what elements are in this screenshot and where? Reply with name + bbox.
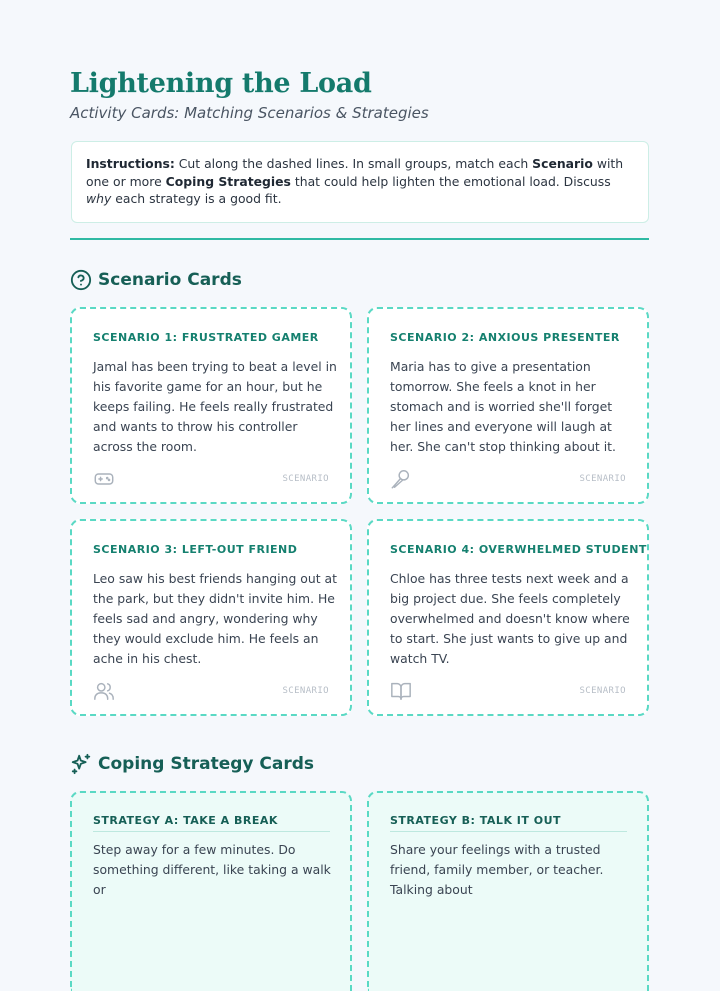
microphone-icon (390, 468, 412, 490)
book-open-icon (390, 680, 412, 702)
instructions-strategies-word: Coping Strategies (165, 173, 291, 189)
gamepad-icon (93, 468, 115, 490)
scenario-card-text: Maria has to give a presentation tomorrow. She feels a knot in her stomach and is worried she'll forget her lines and everyone will laugh at her. She can't stop thinking about it. (390, 359, 616, 454)
scenario-card-text: Chloe has three tests next week and a big project due. She feels completely overwhelmed and doesn't know where to start. She just wants to give up and watch TV. (390, 571, 630, 666)
strategy-card-a (70, 791, 352, 991)
instructions-scenario-word: Scenario (532, 156, 593, 171)
strategy-card-title: STRATEGY B: TALK IT OUT (390, 814, 562, 827)
strategy-card-text: Step away for a few minutes. Do something different, like taking a walk or (93, 842, 331, 897)
scenario-tag: SCENARIO (282, 474, 329, 484)
scenario-tag: SCENARIO (579, 474, 626, 484)
strategy-card-text: Share your feelings with a trusted friend, family member, or teacher. Talking about (390, 842, 604, 897)
question-circle-icon (70, 269, 92, 291)
scenario-section-heading (70, 267, 242, 293)
scenario-card-1 (70, 307, 352, 504)
instructions-text-4: each strategy is a good fit. (111, 191, 282, 207)
scenario-card-text: Jamal has been trying to beat a level in his favorite game for an hour, but he keeps failing. He feels really frustrated and wants to throw his controller across the room. (93, 359, 337, 454)
instructions-text-3: that could help lighten the emotional load. Discuss (290, 173, 611, 189)
page-subtitle: Activity Cards: Matching Scenarios & Strategies (70, 104, 429, 122)
page-title: Lightening the Load (70, 68, 372, 99)
strategy-card-title: STRATEGY A: TAKE A BREAK (93, 814, 278, 827)
instructions-text-2: with one or more (86, 156, 624, 189)
scenario-section-title: Scenario Cards (98, 270, 242, 290)
strategy-card-b (367, 791, 649, 991)
strategy-card-divider (93, 831, 330, 832)
strategy-section-title: Coping Strategy Cards (98, 754, 315, 774)
sparkles-icon (70, 753, 92, 775)
strategy-card-divider (390, 831, 627, 832)
instructions-text-1: Cut along the dashed lines. In small groups, match each (174, 156, 533, 171)
scenario-card-title: SCENARIO 2: ANXIOUS PRESENTER (390, 331, 620, 344)
scenario-tag: SCENARIO (282, 686, 329, 696)
scenario-card-title: SCENARIO 4: OVERWHELMED STUDENT (390, 543, 647, 556)
scenario-tag: SCENARIO (579, 686, 626, 696)
scenario-card-title: SCENARIO 3: LEFT-OUT FRIEND (93, 543, 298, 556)
scenario-card-3 (70, 519, 352, 716)
header-divider (70, 238, 649, 240)
instructions-why-word: why (86, 191, 112, 207)
scenario-card-text: Leo saw his best friends hanging out at the park, but they didn't invite him. He feels sad and angry, wondering why they would exclude him. He feels an ache in his chest. (93, 571, 337, 666)
scenario-card-2 (367, 307, 649, 504)
strategy-section-heading (70, 751, 314, 777)
scenario-card-title: SCENARIO 1: FRUSTRATED GAMER (93, 331, 319, 344)
instructions-label: Instructions: (86, 156, 175, 171)
instructions-box (71, 141, 649, 223)
scenario-card-4 (367, 519, 649, 716)
users-icon (93, 680, 115, 702)
